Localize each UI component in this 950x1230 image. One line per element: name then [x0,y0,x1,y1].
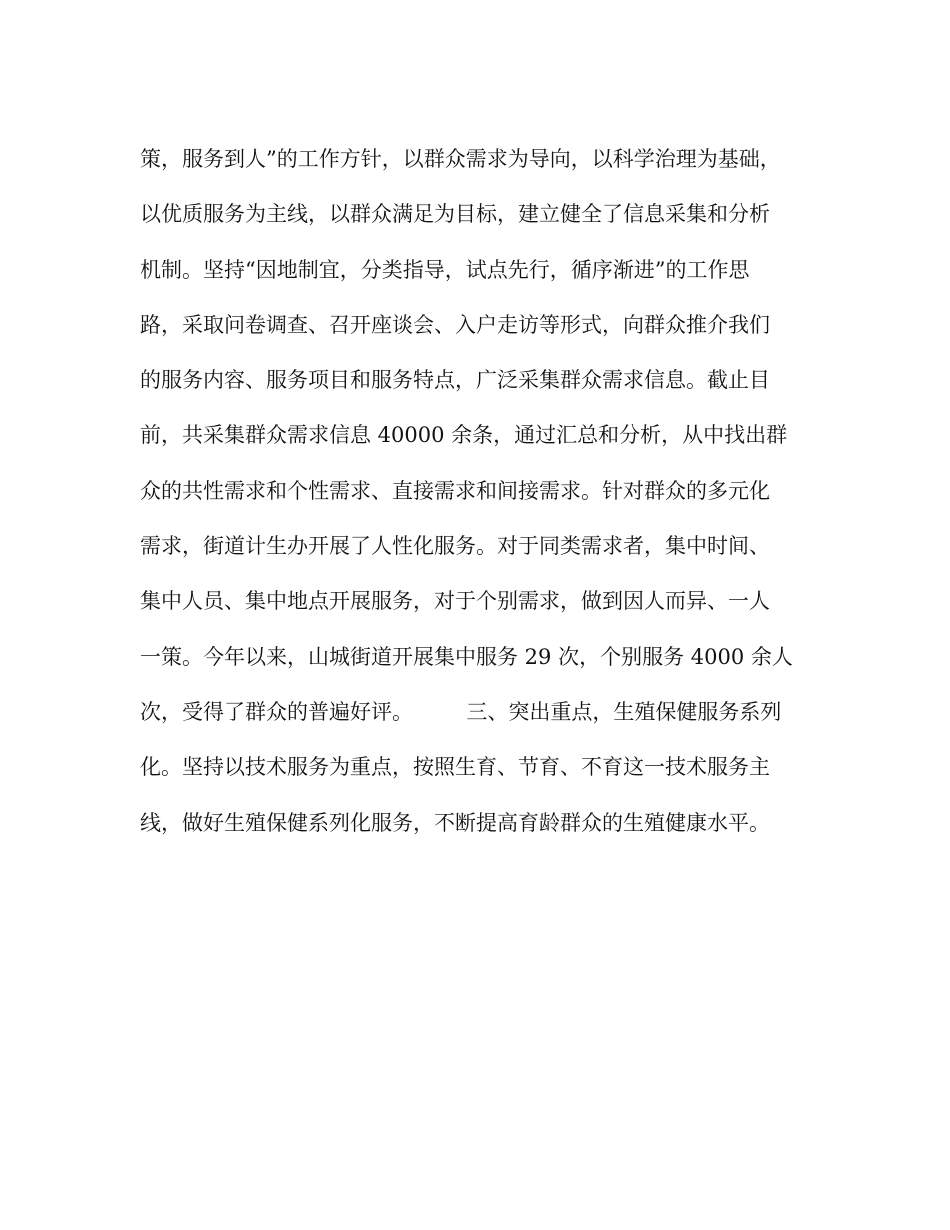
text-line: 一策。今年以来，山城街道开展集中服务 29 次，个别服务 4000 余人 [140,644,793,669]
text-line: 次，受得了群众的普遍好评。 三、突出重点，生殖保健服务系列 [140,699,782,724]
text-line: 需求，街道计生办开展了人性化服务。对于同类需求者，集中时间、 [140,534,770,559]
text-line: 众的共性需求和个性需求、直接需求和间接需求。针对群众的多元化 [140,478,770,503]
text-line: 路，采取问卷调查、召开座谈会、入户走访等形式，向群众推介我们 [140,312,770,337]
text-line: 化。坚持以技术服务为重点，按照生育、节育、不育这一技术服务主 [140,755,770,780]
text-line: 策，服务到人”的工作方针，以群众需求为导向，以科学治理为基础， [140,147,781,171]
text-line: 以优质服务为主线，以群众满足为目标，建立健全了信息采集和分析 [140,202,770,227]
text-line: 集中人员、集中地点开展服务，对于个别需求，做到因人而异、一人 [140,589,770,614]
text-line: 机制。坚持“因地制宜，分类指导，试点先行，循序渐进”的工作思 [140,257,750,282]
text-line: 前，共采集群众需求信息 40000 余条，通过汇总和分析，从中找出群 [140,423,788,448]
body-text [140,132,810,851]
text-line: 的服务内容、服务项目和服务特点，广泛采集群众需求信息。截止目 [140,368,770,393]
text-line: 线，做好生殖保健系列化服务，不断提高育龄群众的生殖健康水平。 [140,810,770,835]
